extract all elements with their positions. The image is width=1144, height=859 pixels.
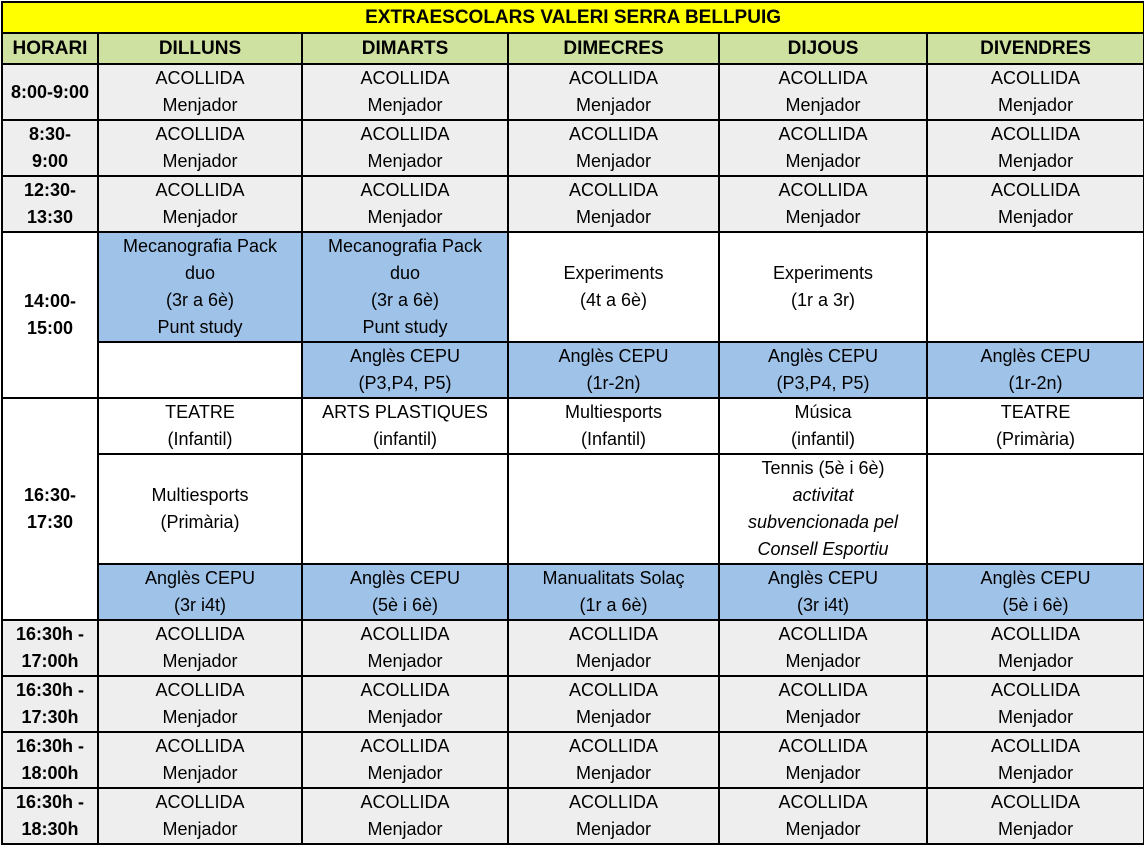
activity-name: ACOLLIDA [991, 736, 1081, 756]
acollida-cell [508, 620, 719, 676]
acollida-cell [508, 120, 719, 176]
activity-cell [98, 398, 302, 454]
activity-name: duo [184, 263, 216, 283]
time-label: 15:00 [26, 318, 74, 338]
activity-name: ACOLLIDA [991, 68, 1081, 88]
activity-detail: Menjador [367, 151, 443, 171]
activity-name: ACOLLIDA [155, 792, 245, 812]
acollida-cell [302, 176, 508, 232]
activity-cell [302, 398, 508, 454]
acollida-cell [302, 120, 508, 176]
time-cell [2, 398, 98, 620]
activity-name: ACOLLIDA [155, 124, 245, 144]
table-row [2, 454, 1144, 564]
activity-name: Mecanografia Pack [122, 236, 278, 256]
time-cell [2, 732, 98, 788]
acollida-cell [508, 788, 719, 844]
activity-name: ACOLLIDA [360, 680, 450, 700]
activity-cell [98, 564, 302, 620]
activity-detail: Menjador [998, 651, 1074, 671]
activity-name: Música [794, 402, 852, 422]
time-cell [2, 64, 98, 120]
activity-cell [719, 564, 927, 620]
table-row [2, 176, 1144, 232]
activity-detail: Menjador [367, 651, 443, 671]
activity-name: ACOLLIDA [568, 124, 659, 144]
acollida-cell [719, 732, 927, 788]
activity-detail: Menjador [367, 819, 443, 839]
activity-detail: Menjador [575, 151, 652, 171]
activity-name: TEATRE [165, 402, 235, 422]
acollida-cell [927, 732, 1144, 788]
time-label: 8:00-9:00 [10, 81, 90, 102]
table-row [2, 788, 1144, 844]
activity-cell [98, 454, 302, 564]
activity-cell [927, 398, 1144, 454]
acollida-cell [98, 788, 302, 844]
header-dijous: DIJOUS [719, 33, 927, 64]
activity-detail: (Infantil) [167, 429, 233, 449]
activity-name: ACOLLIDA [991, 680, 1081, 700]
activity-name: ACOLLIDA [155, 624, 245, 644]
activity-name: Anglès CEPU [349, 568, 461, 588]
time-cell [2, 232, 98, 398]
time-label: 16:30h - [15, 624, 85, 644]
activity-detail: Menjador [785, 95, 861, 115]
activity-detail: Menjador [998, 95, 1074, 115]
activity-name: Experiments [563, 263, 664, 283]
table-row [2, 120, 1144, 176]
time-label: 17:00h [21, 651, 79, 671]
table-row [2, 620, 1144, 676]
activity-name: Manualitats Solaç [542, 568, 685, 588]
activity-name: Experiments [772, 263, 874, 283]
activity-name: Anglès CEPU [767, 568, 879, 588]
activity-name: Multiesports [564, 402, 663, 422]
acollida-cell [927, 64, 1144, 120]
time-label: 13:30 [26, 207, 74, 227]
activity-name: ACOLLIDA [155, 68, 245, 88]
activity-name: ACOLLIDA [991, 624, 1081, 644]
activity-name: ACOLLIDA [568, 736, 659, 756]
activity-name: ARTS PLASTIQUES [322, 402, 488, 422]
activity-name: ACOLLIDA [360, 624, 450, 644]
activity-detail: Menjador [575, 207, 652, 227]
activity-note: subvencionada pel [747, 512, 899, 532]
activity-cell [302, 232, 508, 342]
activity-cell [719, 454, 927, 564]
activity-detail: (infantil) [790, 429, 856, 449]
time-label: 16:30h - [15, 792, 85, 812]
activity-name: ACOLLIDA [568, 624, 659, 644]
activity-name: ACOLLIDA [360, 68, 450, 88]
table-row [2, 564, 1144, 620]
acollida-cell [98, 676, 302, 732]
time-label: 16:30h - [15, 680, 85, 700]
acollida-cell [302, 676, 508, 732]
acollida-cell [927, 788, 1144, 844]
header-dimarts: DIMARTS [302, 33, 508, 64]
empty-cell [927, 454, 1144, 564]
acollida-cell [98, 732, 302, 788]
activity-detail: (1r a 3r) [790, 290, 855, 310]
activity-detail: (4t a 6è) [579, 290, 648, 310]
activity-cell [508, 232, 719, 342]
activity-cell [508, 398, 719, 454]
time-cell [2, 120, 98, 176]
activity-detail: Punt study [362, 317, 448, 337]
activity-name: TEATRE [1000, 402, 1071, 422]
acollida-cell [98, 120, 302, 176]
acollida-cell [508, 732, 719, 788]
acollida-cell [508, 176, 719, 232]
activity-name: Anglès CEPU [980, 568, 1091, 588]
activity-detail: Menjador [998, 819, 1074, 839]
time-label: 17:30 [26, 512, 74, 532]
activity-name: ACOLLIDA [778, 124, 868, 144]
activity-detail: (3r a 6è) [165, 290, 235, 310]
activity-cell [508, 342, 719, 398]
acollida-cell [302, 620, 508, 676]
activity-detail: Menjador [785, 651, 861, 671]
table-row [2, 342, 1144, 398]
activity-name: ACOLLIDA [778, 736, 868, 756]
time-label: 9:00 [31, 151, 69, 171]
activity-detail: Menjador [575, 819, 652, 839]
activity-detail: Menjador [785, 207, 861, 227]
activity-detail: Menjador [162, 651, 238, 671]
time-cell [2, 676, 98, 732]
activity-name: Tennis (5è i 6è) [761, 458, 885, 478]
time-label: 12:30- [23, 180, 77, 200]
activity-name: ACOLLIDA [778, 68, 868, 88]
activity-detail: (5è i 6è) [1002, 595, 1069, 615]
activity-name: ACOLLIDA [991, 792, 1081, 812]
activity-detail: Menjador [998, 207, 1074, 227]
activity-detail: Menjador [998, 707, 1074, 727]
acollida-cell [508, 676, 719, 732]
activity-name: ACOLLIDA [778, 680, 868, 700]
activity-cell [927, 342, 1144, 398]
activity-cell [508, 564, 719, 620]
activity-detail: (infantil) [372, 429, 438, 449]
activity-cell [302, 342, 508, 398]
activity-detail: (Primària) [160, 512, 240, 532]
header-horari: HORARI [2, 33, 98, 64]
acollida-cell [927, 176, 1144, 232]
acollida-cell [719, 620, 927, 676]
time-cell [2, 788, 98, 844]
activity-detail: Menjador [785, 763, 861, 783]
activity-name: ACOLLIDA [778, 792, 868, 812]
activity-cell [719, 232, 927, 342]
activity-name: ACOLLIDA [360, 180, 450, 200]
time-label: 17:30h [21, 707, 79, 727]
activity-name: Mecanografia Pack [327, 236, 483, 256]
schedule-table [1, 1, 1144, 845]
activity-name: ACOLLIDA [360, 124, 450, 144]
empty-cell [508, 454, 719, 564]
activity-detail: (Primària) [996, 429, 1076, 449]
acollida-cell [927, 620, 1144, 676]
activity-detail: Menjador [162, 707, 238, 727]
activity-name: Anglès CEPU [767, 346, 879, 366]
table-row [2, 232, 1144, 342]
activity-detail: Menjador [998, 763, 1074, 783]
activity-name: ACOLLIDA [991, 124, 1081, 144]
table-row [2, 398, 1144, 454]
activity-detail: (3r a 6è) [370, 290, 440, 310]
table-title: EXTRAESCOLARS VALERI SERRA BELLPUIG [2, 2, 1144, 33]
activity-detail: (P3,P4, P5) [776, 373, 870, 393]
activity-detail: Menjador [162, 207, 238, 227]
activity-detail: Menjador [785, 151, 861, 171]
activity-name: Anglès CEPU [980, 346, 1091, 366]
table-row [2, 732, 1144, 788]
activity-name: ACOLLIDA [991, 180, 1081, 200]
activity-name: ACOLLIDA [778, 180, 868, 200]
activity-name: duo [389, 263, 421, 283]
activity-name: ACOLLIDA [568, 68, 659, 88]
time-cell [2, 176, 98, 232]
empty-cell [927, 232, 1144, 342]
activity-name: ACOLLIDA [778, 624, 868, 644]
activity-detail: Menjador [367, 763, 443, 783]
acollida-cell [719, 788, 927, 844]
empty-cell [302, 454, 508, 564]
activity-detail: Menjador [575, 707, 652, 727]
activity-name: ACOLLIDA [568, 680, 659, 700]
activity-name: ACOLLIDA [155, 736, 245, 756]
activity-detail: Menjador [162, 95, 238, 115]
activity-cell [719, 398, 927, 454]
time-cell [2, 620, 98, 676]
activity-detail: Menjador [162, 763, 238, 783]
activity-detail: (5è i 6è) [371, 595, 439, 615]
time-label: 8:30- [28, 124, 72, 144]
activity-detail: Menjador [367, 95, 443, 115]
activity-detail: Menjador [367, 707, 443, 727]
activity-cell [927, 564, 1144, 620]
acollida-cell [508, 64, 719, 120]
activity-detail: Menjador [785, 819, 861, 839]
header-row [2, 33, 1144, 64]
activity-detail: Menjador [575, 95, 652, 115]
activity-detail: (1r a 6è) [579, 595, 648, 615]
time-label: 18:00h [21, 763, 79, 783]
acollida-cell [719, 120, 927, 176]
acollida-cell [719, 64, 927, 120]
activity-name: ACOLLIDA [568, 180, 659, 200]
table-row [2, 64, 1144, 120]
header-dilluns: DILLUNS [98, 33, 302, 64]
activity-detail: (1r-2n) [586, 373, 641, 393]
empty-cell [98, 342, 302, 398]
acollida-cell [98, 64, 302, 120]
activity-note: activitat [792, 485, 854, 505]
time-label: 18:30h [21, 819, 79, 839]
activity-detail: Menjador [575, 651, 652, 671]
header-dimecres: DIMECRES [508, 33, 719, 64]
acollida-cell [302, 788, 508, 844]
activity-detail: Menjador [785, 707, 861, 727]
acollida-cell [719, 676, 927, 732]
time-label: 16:30- [23, 485, 77, 505]
activity-note: Consell Esportiu [757, 539, 889, 559]
activity-name: Multiesports [151, 485, 249, 505]
activity-name: Anglès CEPU [144, 568, 256, 588]
acollida-cell [927, 676, 1144, 732]
header-divendres: DIVENDRES [927, 33, 1144, 64]
activity-cell [302, 564, 508, 620]
acollida-cell [302, 64, 508, 120]
activity-name: ACOLLIDA [155, 680, 245, 700]
activity-detail: (Infantil) [580, 429, 647, 449]
activity-detail: Menjador [162, 819, 238, 839]
activity-detail: Menjador [367, 207, 443, 227]
acollida-cell [302, 732, 508, 788]
activity-name: ACOLLIDA [568, 792, 659, 812]
activity-detail: (1r-2n) [1008, 373, 1063, 393]
acollida-cell [98, 620, 302, 676]
activity-detail: Menjador [162, 151, 238, 171]
activity-detail: Punt study [157, 317, 243, 337]
activity-name: Anglès CEPU [349, 346, 461, 366]
activity-detail: Menjador [998, 151, 1074, 171]
activity-detail: (3r i4t) [173, 595, 226, 615]
activity-cell [98, 232, 302, 342]
acollida-cell [98, 176, 302, 232]
acollida-cell [927, 120, 1144, 176]
table-row [2, 676, 1144, 732]
activity-name: ACOLLIDA [360, 792, 450, 812]
acollida-cell [719, 176, 927, 232]
activity-detail: (3r i4t) [796, 595, 849, 615]
activity-detail: (P3,P4, P5) [358, 373, 452, 393]
activity-cell [719, 342, 927, 398]
activity-name: ACOLLIDA [155, 180, 245, 200]
time-label: 16:30h - [15, 736, 85, 756]
activity-name: ACOLLIDA [360, 736, 450, 756]
activity-detail: Menjador [575, 763, 652, 783]
time-label: 14:00- [23, 291, 77, 311]
activity-name: Anglès CEPU [558, 346, 669, 366]
